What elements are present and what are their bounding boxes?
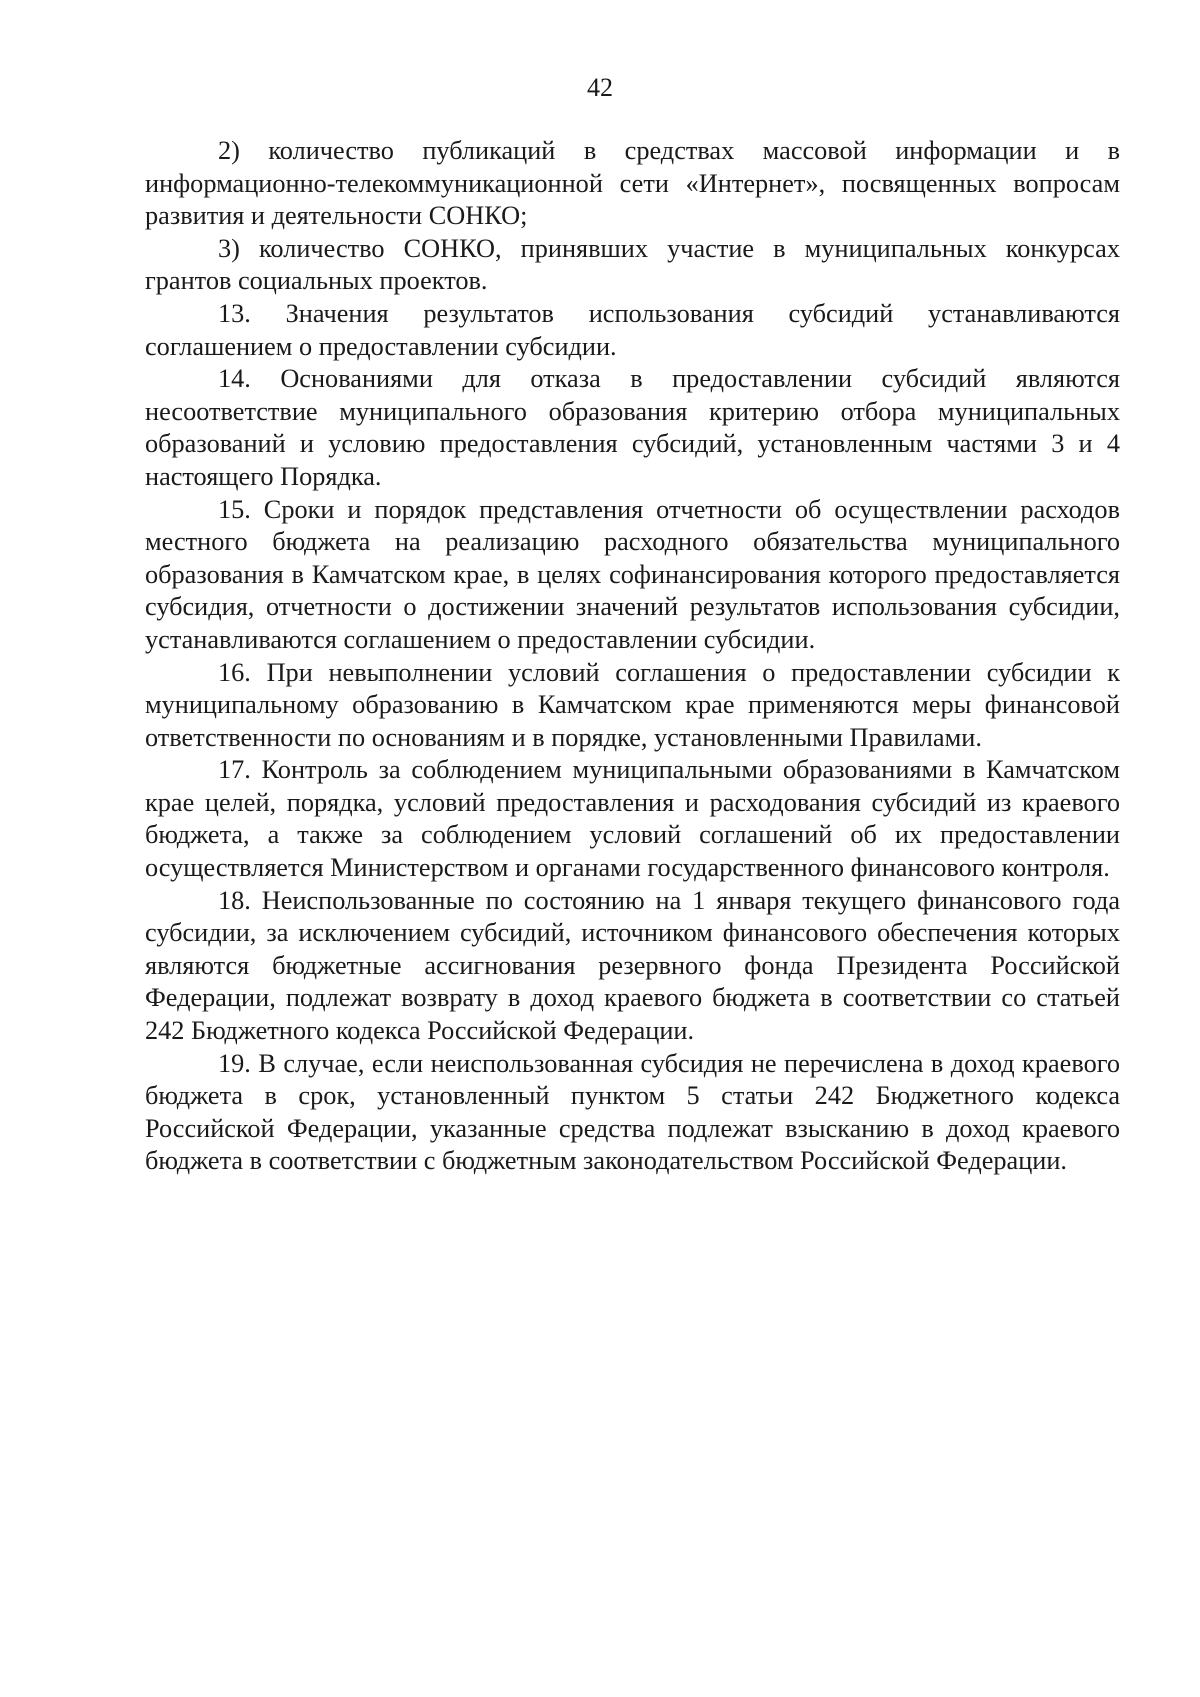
paragraph-14: 14. Основаниями для отказа в предоставлении субсидий являются несоответствие муниципального образования критерию отбора муниципальных образований и условию предоставления субсидий, установленным частями 3 и 4 настоящего Порядка. — [145, 364, 1120, 491]
paragraph-item-2: 2) количество публикаций в средствах массовой информации и в информационно-телекоммуникационной сети «Интернет», посвященных вопросам развития и деятельности СОНКО; — [145, 136, 1120, 231]
paragraph-15: 15. Сроки и порядок представления отчетности об осуществлении расходов местного бюджета на реализацию расходного обязательства муниципального образования в Камчатском крае, в целях софинансирования которого предоставляется субсидия, отчетности о достижении значений результатов использования субсидии, устанавливаются соглашением о предоставлении субсидии. — [145, 494, 1120, 654]
paragraph-19: 19. В случае, если неиспользованная субсидия не перечислена в доход краевого бюджета в срок, установленный пунктом 5 статьи 242 Бюджетного кодекса Российской Федерации, указанные средства подлежат взысканию в доход краевого бюджета в соответствии с бюджетным законодательством Российской Федерации. — [145, 1048, 1120, 1176]
paragraph-16: 16. При невыполнении условий соглашения о предоставлении субсидии к муниципальному образованию в Камчатском крае применяются меры финансовой ответственности по основаниям и в порядке, установленными Правилами. — [145, 657, 1120, 752]
paragraph-17: 17. Контроль за соблюдением муниципальными образованиями в Камчатском крае целей, порядка, условий предоставления и расходования субсидий из краевого бюджета, а также за соблюдением условий соглашений об их предоставлении осуществляется Министерством и органами государственного финансового контроля. — [145, 755, 1120, 883]
document-body — [145, 135, 1120, 1178]
paragraph-18: 18. Неиспользованные по состоянию на 1 января текущего финансового года субсидии, за исключением субсидий, источником финансового обеспечения которых являются бюджетные ассигнования резервного фонда Президента Российской Федерации, подлежат возврату в доход краевого бюджета в соответствии со статьей 242 Бюджетного кодекса Российской Федерации. — [145, 885, 1120, 1046]
paragraph-13: 13. Значения результатов использования субсидий устанавливаются соглашением о предоставлении субсидии. — [145, 298, 1120, 361]
paragraph-item-3: 3) количество СОНКО, принявших участие в муниципальных конкурсах грантов социальных проектов. — [145, 233, 1120, 296]
page-number: 42 — [587, 73, 613, 102]
